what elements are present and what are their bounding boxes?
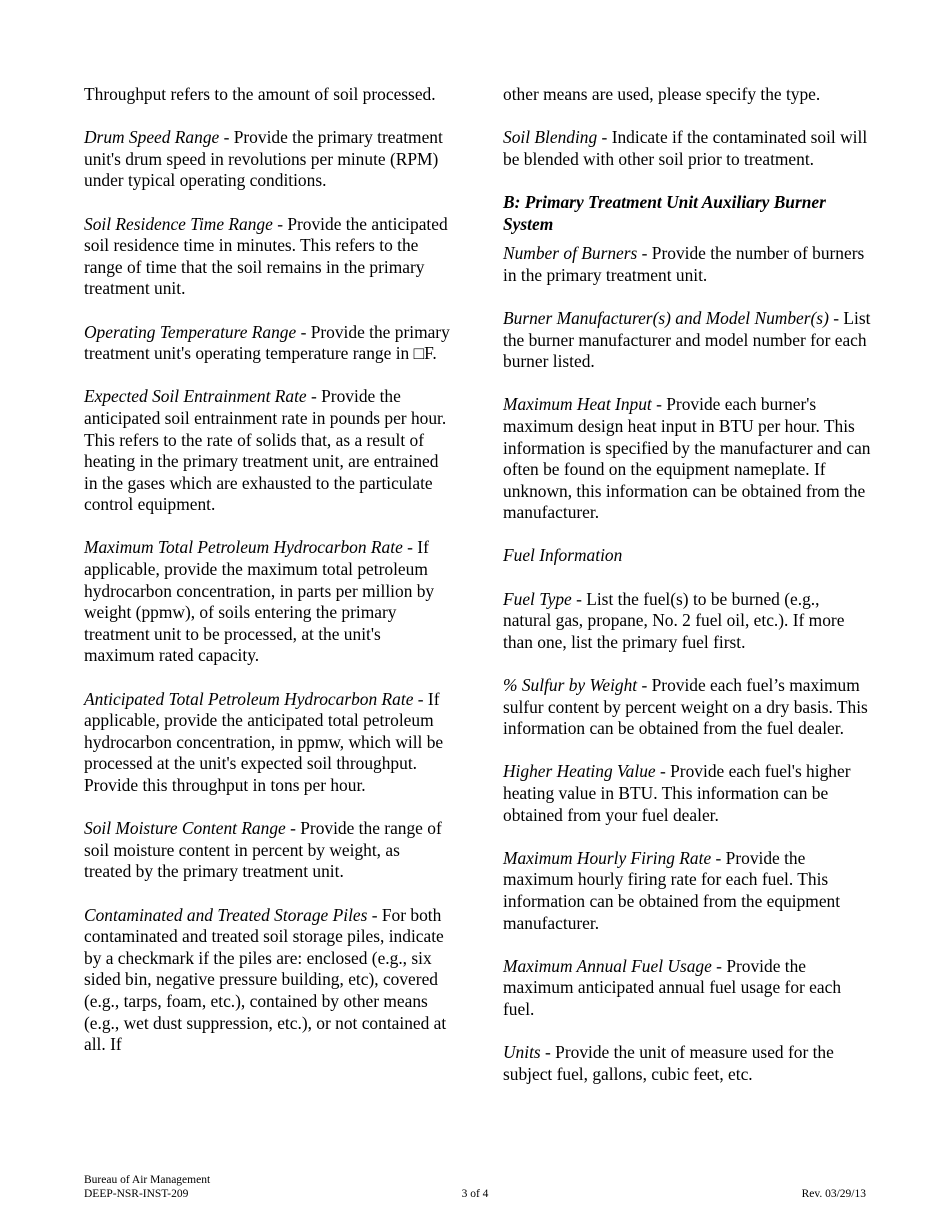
term: Maximum Heat Input [503, 394, 652, 415]
description: - Provide the number of burners in the primary treatment unit. [503, 243, 865, 285]
description: - List the burner manufacturer and model number for each burner listed. [503, 307, 871, 372]
description: - Provide each fuel’s maximum sulfur content by percent weight on a dry basis. This information can be obtained from the fuel dealer. [503, 675, 868, 739]
paragraph [503, 956, 871, 1021]
paragraph [503, 308, 871, 373]
description: - Provide the anticipated soil residence time in minutes. This refers to the range of time that the soil remains in the primary treatment unit. [84, 213, 448, 299]
paragraph [503, 761, 871, 826]
description: - Provide the maximum anticipated annual fuel usage for each fuel. [503, 955, 842, 1019]
description: - Provide the anticipated soil entrainment rate in pounds per hour. This refers to the rate of solids that, as a result of heating in the primary treatment unit, are entrained in the gases which are exhausted to the particulate control equipment. [84, 386, 447, 515]
description: - Provide the maximum hourly firing rate for each fuel. This information can be obtained from the equipment manufacturer. [503, 847, 841, 933]
term: Fuel Information [503, 545, 623, 566]
paragraph [503, 675, 871, 740]
term: Burner Manufacturer(s) and Model Number(s) [503, 307, 829, 328]
description: - For both contaminated and treated soil storage piles, indicate by a checkmark if the piles are: enclosed (e.g., six sided bin, negative pressure building, etc), covered (e.g., tarps, foam, etc.), contained by other means (e.g., wet dust suppression, etc.), or not contained at all. If [84, 904, 447, 1055]
footer-doc-id: DEEP-NSR-INST-209 [84, 1188, 189, 1200]
paragraph [84, 537, 450, 667]
description: Throughput refers to the amount of soil processed. [84, 84, 436, 104]
paragraph [503, 84, 871, 106]
paragraph [84, 214, 450, 300]
description: - If applicable, provide the anticipated total petroleum hydrocarbon concentration, in ppmw, which will be processed at the unit's expected soil throughput. Provide this throughput in tons per hour. [84, 688, 444, 795]
paragraph [503, 848, 871, 934]
revision-date: Rev. 03/29/13 [801, 1188, 866, 1200]
term: Number of Burners [503, 243, 638, 264]
paragraph [84, 818, 450, 883]
right-column [503, 84, 871, 1107]
paragraph [84, 386, 450, 516]
paragraph [84, 689, 450, 797]
paragraph [503, 1042, 871, 1085]
term: Higher Heating Value [503, 761, 656, 782]
description: - If applicable, provide the maximum total petroleum hydrocarbon concentration, in parts per million by weight (ppmw), of soils entering the primary treatment unit to be processed, at the unit's maximum rated capacity. [84, 537, 435, 666]
term: Contaminated and Treated Storage Piles [84, 904, 368, 925]
description: - Provide the primary treatment unit's drum speed in revolutions per minute (RPM) under typical operating conditions. [84, 127, 443, 191]
left-column [84, 84, 450, 1077]
term: Operating Temperature Range [84, 321, 297, 342]
subheading [503, 545, 871, 567]
description: - Provide the range of soil moisture content in percent by weight, as treated by the primary treatment unit. [84, 818, 442, 882]
term: Maximum Total Petroleum Hydrocarbon Rate [84, 537, 403, 558]
description: - Provide each fuel's higher heating value in BTU. This information can be obtained from your fuel dealer. [503, 761, 851, 825]
term: Maximum Hourly Firing Rate [503, 847, 712, 868]
term: Fuel Type [503, 588, 572, 609]
term: Drum Speed Range [84, 127, 220, 148]
paragraph [84, 84, 450, 106]
term: Expected Soil Entrainment Rate [84, 386, 307, 407]
paragraph [503, 394, 871, 524]
footer-agency: Bureau of Air Management [84, 1174, 211, 1186]
term: Maximum Annual Fuel Usage [503, 955, 712, 976]
term: Units [503, 1042, 541, 1063]
section-heading: B: Primary Treatment Unit Auxiliary Burner System [503, 191, 826, 234]
paragraph [503, 589, 871, 654]
term: % Sulfur by Weight [503, 675, 638, 696]
paragraph [84, 322, 450, 365]
term: Soil Residence Time Range [84, 213, 273, 234]
term: Anticipated Total Petroleum Hydrocarbon Rate [84, 688, 414, 709]
paragraph [84, 905, 450, 1056]
paragraph [84, 127, 450, 192]
paragraph [503, 127, 871, 170]
term: Soil Moisture Content Range [84, 818, 286, 839]
description: other means are used, please specify the type. [503, 84, 821, 104]
paragraph [503, 243, 871, 286]
description: - Provide the unit of measure used for the subject fuel, gallons, cubic feet, etc. [503, 1042, 834, 1084]
page-number: 3 of 4 [461, 1188, 489, 1200]
description: - Provide the primary treatment unit's operating temperature range in □F. [84, 321, 450, 364]
description: - Provide each burner's maximum design heat input in BTU per hour. This information is specified by the manufacturer and can often be found on the equipment nameplate. If unknown, this information can be obtained from the manufacturer. [503, 394, 871, 523]
term: Soil Blending [503, 127, 598, 148]
description: - Indicate if the contaminated soil will be blended with other soil prior to treatment. [503, 127, 868, 169]
description: - List the fuel(s) to be burned (e.g., natural gas, propane, No. 2 fuel oil, etc.). If more than one, list the primary fuel first. [503, 588, 845, 652]
